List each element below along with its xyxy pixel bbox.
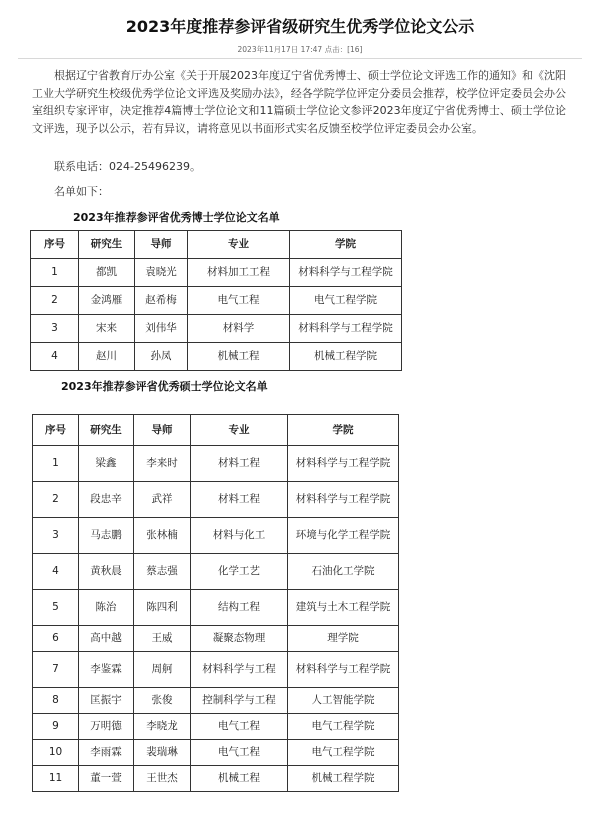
header-seq-cell: 序号 — [31, 231, 79, 259]
table-row — [33, 688, 399, 714]
table-row — [31, 343, 402, 371]
header-major-cell: 专业 — [191, 415, 288, 446]
college-cell: 机械工程学院 — [288, 766, 399, 792]
student-cell: 董一萱 — [79, 766, 134, 792]
seq-cell: 1 — [33, 446, 79, 482]
header-college-cell: 学院 — [290, 231, 402, 259]
table-row — [33, 554, 399, 590]
table-header-row — [31, 231, 402, 259]
publish-meta: 2023年11月17日 17:47 点击：[16] — [237, 45, 363, 54]
major-cell: 材料与化工 — [191, 518, 288, 554]
seq-cell: 6 — [33, 626, 79, 652]
advisor-cell: 赵希梅 — [135, 287, 188, 315]
student-cell: 匡振宇 — [79, 688, 134, 714]
student-cell: 赵川 — [79, 343, 135, 371]
advisor-cell: 王世杰 — [134, 766, 191, 792]
student-cell: 陈治 — [79, 590, 134, 626]
doctoral-table-caption: 2023年推荐参评省优秀博士学位论文名单 — [73, 211, 280, 224]
student-cell: 都凯 — [79, 259, 135, 287]
advisor-cell: 刘伟华 — [135, 315, 188, 343]
college-cell: 建筑与土木工程学院 — [288, 590, 399, 626]
major-cell: 结构工程 — [191, 590, 288, 626]
advisor-cell: 张林楠 — [134, 518, 191, 554]
advisor-cell: 蔡志强 — [134, 554, 191, 590]
student-cell: 金鸿雁 — [79, 287, 135, 315]
college-cell: 机械工程学院 — [290, 343, 402, 371]
student-cell: 段忠辛 — [79, 482, 134, 518]
table-row — [33, 590, 399, 626]
seq-cell: 3 — [33, 518, 79, 554]
list-intro: 名单如下： — [54, 185, 109, 198]
seq-cell: 8 — [33, 688, 79, 714]
major-cell: 材料工程 — [191, 482, 288, 518]
seq-cell: 11 — [33, 766, 79, 792]
advisor-cell: 周舸 — [134, 652, 191, 688]
page-title: 2023年度推荐参评省级研究生优秀学位论文公示 — [125, 17, 475, 36]
seq-cell: 3 — [31, 315, 79, 343]
college-cell: 电气工程学院 — [288, 714, 399, 740]
college-cell: 环境与化学工程学院 — [288, 518, 399, 554]
student-cell: 李鉴霖 — [79, 652, 134, 688]
seq-cell: 4 — [31, 343, 79, 371]
table-row — [31, 315, 402, 343]
college-cell: 材料科学与工程学院 — [288, 482, 399, 518]
advisor-cell: 孙凤 — [135, 343, 188, 371]
college-cell: 电气工程学院 — [290, 287, 402, 315]
seq-cell: 7 — [33, 652, 79, 688]
advisor-cell: 李来时 — [134, 446, 191, 482]
master-table-caption: 2023年推荐参评省优秀硕士学位论文名单 — [61, 380, 268, 393]
college-cell: 材料科学与工程学院 — [288, 652, 399, 688]
header-advisor-cell: 导师 — [135, 231, 188, 259]
table-row — [31, 287, 402, 315]
advisor-cell: 张俊 — [134, 688, 191, 714]
advisor-cell: 裴瑞琳 — [134, 740, 191, 766]
table-row — [33, 446, 399, 482]
header-student-cell: 研究生 — [79, 231, 135, 259]
title-divider — [18, 58, 582, 59]
major-cell: 控制科学与工程 — [191, 688, 288, 714]
college-cell: 材料科学与工程学院 — [290, 259, 402, 287]
major-cell: 机械工程 — [188, 343, 290, 371]
doctoral-thesis-table — [30, 230, 402, 371]
advisor-cell: 武祥 — [134, 482, 191, 518]
major-cell: 电气工程 — [191, 714, 288, 740]
student-cell: 黄秋晨 — [79, 554, 134, 590]
header-seq-cell: 序号 — [33, 415, 79, 446]
table-row — [31, 259, 402, 287]
seq-cell: 4 — [33, 554, 79, 590]
header-college-cell: 学院 — [288, 415, 399, 446]
table-row — [33, 518, 399, 554]
major-cell: 材料学 — [188, 315, 290, 343]
seq-cell: 10 — [33, 740, 79, 766]
seq-cell: 2 — [31, 287, 79, 315]
table-header-row — [33, 415, 399, 446]
major-cell: 电气工程 — [191, 740, 288, 766]
college-cell: 人工智能学院 — [288, 688, 399, 714]
advisor-cell: 李晓龙 — [134, 714, 191, 740]
advisor-cell: 王威 — [134, 626, 191, 652]
header-student-cell: 研究生 — [79, 415, 134, 446]
college-cell: 石油化工学院 — [288, 554, 399, 590]
contact-phone: 联系电话：024-25496239。 — [54, 160, 201, 173]
major-cell: 材料加工工程 — [188, 259, 290, 287]
table-row — [33, 652, 399, 688]
student-cell: 万明德 — [79, 714, 134, 740]
seq-cell: 2 — [33, 482, 79, 518]
seq-cell: 1 — [31, 259, 79, 287]
intro-paragraph: 根据辽宁省教育厅办公室《关于开展2023年度辽宁省优秀博士、硕士学位论文评选工作的通知》和《沈阳工业大学研究生校级优秀学位论文评选及奖励办法》，经各学院学位评定分委员会推荐，校学位评定委员会办公室组织专家评审，决定推荐4篇博士学位论文和11篇硕士学位论文参评2023年度辽宁省优秀博士、硕士学位论文评选，现予以公示，若有异议，请将意见以书面形式实名反馈至校学位评定委员会办公室。 — [32, 69, 566, 135]
advisor-cell: 陈四利 — [134, 590, 191, 626]
student-cell: 马志鹏 — [79, 518, 134, 554]
major-cell: 电气工程 — [188, 287, 290, 315]
student-cell: 高中越 — [79, 626, 134, 652]
master-thesis-table — [32, 414, 399, 792]
major-cell: 机械工程 — [191, 766, 288, 792]
student-cell: 梁鑫 — [79, 446, 134, 482]
table-row — [33, 626, 399, 652]
header-major-cell: 专业 — [188, 231, 290, 259]
college-cell: 材料科学与工程学院 — [288, 446, 399, 482]
college-cell: 电气工程学院 — [288, 740, 399, 766]
table-row — [33, 482, 399, 518]
table-row — [33, 740, 399, 766]
major-cell: 材料工程 — [191, 446, 288, 482]
student-cell: 宋来 — [79, 315, 135, 343]
table-row — [33, 766, 399, 792]
college-cell: 理学院 — [288, 626, 399, 652]
seq-cell: 9 — [33, 714, 79, 740]
college-cell: 材料科学与工程学院 — [290, 315, 402, 343]
major-cell: 材料科学与工程 — [191, 652, 288, 688]
seq-cell: 5 — [33, 590, 79, 626]
student-cell: 李雨霖 — [79, 740, 134, 766]
advisor-cell: 袁晓光 — [135, 259, 188, 287]
major-cell: 化学工艺 — [191, 554, 288, 590]
header-advisor-cell: 导师 — [134, 415, 191, 446]
major-cell: 凝聚态物理 — [191, 626, 288, 652]
table-row — [33, 714, 399, 740]
